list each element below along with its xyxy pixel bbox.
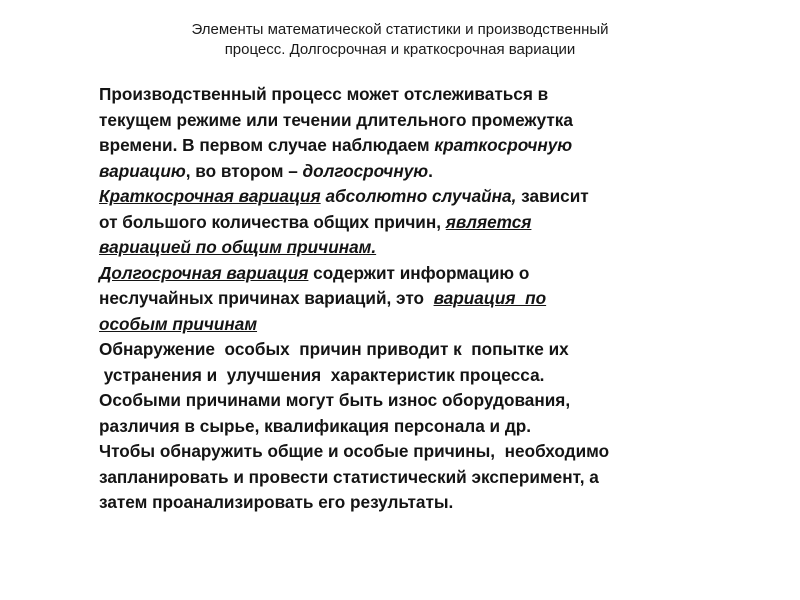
- body-line-1: Производственный процесс может отслеживаться в: [99, 84, 549, 104]
- term-short-term: краткосрочную: [434, 135, 573, 155]
- body-line-14: различия в сырье, квалификация персонала и др.: [99, 415, 532, 436]
- body-line-6: [99, 210, 779, 236]
- body-line-5-text: зависит: [516, 186, 589, 206]
- body-line-3: [99, 133, 779, 159]
- body-line-10: особым причинам: [99, 313, 258, 334]
- term-long-term: долгосрочную: [302, 160, 429, 181]
- term-short-term-variation: Краткосрочная вариация: [99, 186, 321, 206]
- body-line-8-text: содержит информацию о: [308, 262, 530, 283]
- body-line-7: вариацией по общим причинам.: [99, 237, 377, 257]
- body-line-2: текущем режиме или течении длительного промежутка: [99, 109, 573, 130]
- slide-title-line-1: Элементы математической статистики и производственный: [191, 21, 609, 38]
- body-line-9-text: неслучайных причинах вариаций, это: [99, 288, 434, 308]
- term-special-cause-variation: вариация по: [433, 288, 547, 308]
- body-line-4-period: .: [428, 160, 433, 181]
- body-line-6-text: от большого количества общих причин,: [99, 211, 446, 232]
- body-line-17: затем проанализировать его результаты.: [99, 492, 454, 512]
- body-line-11: Обнаружение особых причин приводит к попытке их: [99, 339, 569, 359]
- body-line-4-text: , во втором –: [185, 160, 303, 181]
- body-line-3-text: времени. В первом случае наблюдаем: [99, 135, 435, 155]
- slide-body: [99, 82, 779, 516]
- body-line-12: устранения и улучшения характеристик процесса.: [99, 364, 545, 385]
- body-line-13: Особыми причинами могут быть износ оборудования,: [99, 390, 571, 410]
- term-variation: вариацию: [99, 160, 186, 181]
- body-line-4: [99, 159, 779, 185]
- term-is: является: [445, 211, 532, 232]
- slide-title: [120, 20, 680, 60]
- term-long-term-variation: Долгосрочная вариация: [99, 262, 309, 283]
- body-line-15: Чтобы обнаружить общие и особые причины, необходимо: [99, 441, 610, 461]
- body-line-9: [99, 286, 779, 312]
- slide-title-line-2: процесс. Долгосрочная и краткосрочная вариации: [224, 41, 576, 58]
- term-absolutely-random: абсолютно случайна,: [325, 186, 517, 206]
- body-line-16: запланировать и провести статистический эксперимент, а: [99, 466, 599, 487]
- body-line-8: [99, 261, 779, 287]
- body-line-5: [99, 184, 779, 210]
